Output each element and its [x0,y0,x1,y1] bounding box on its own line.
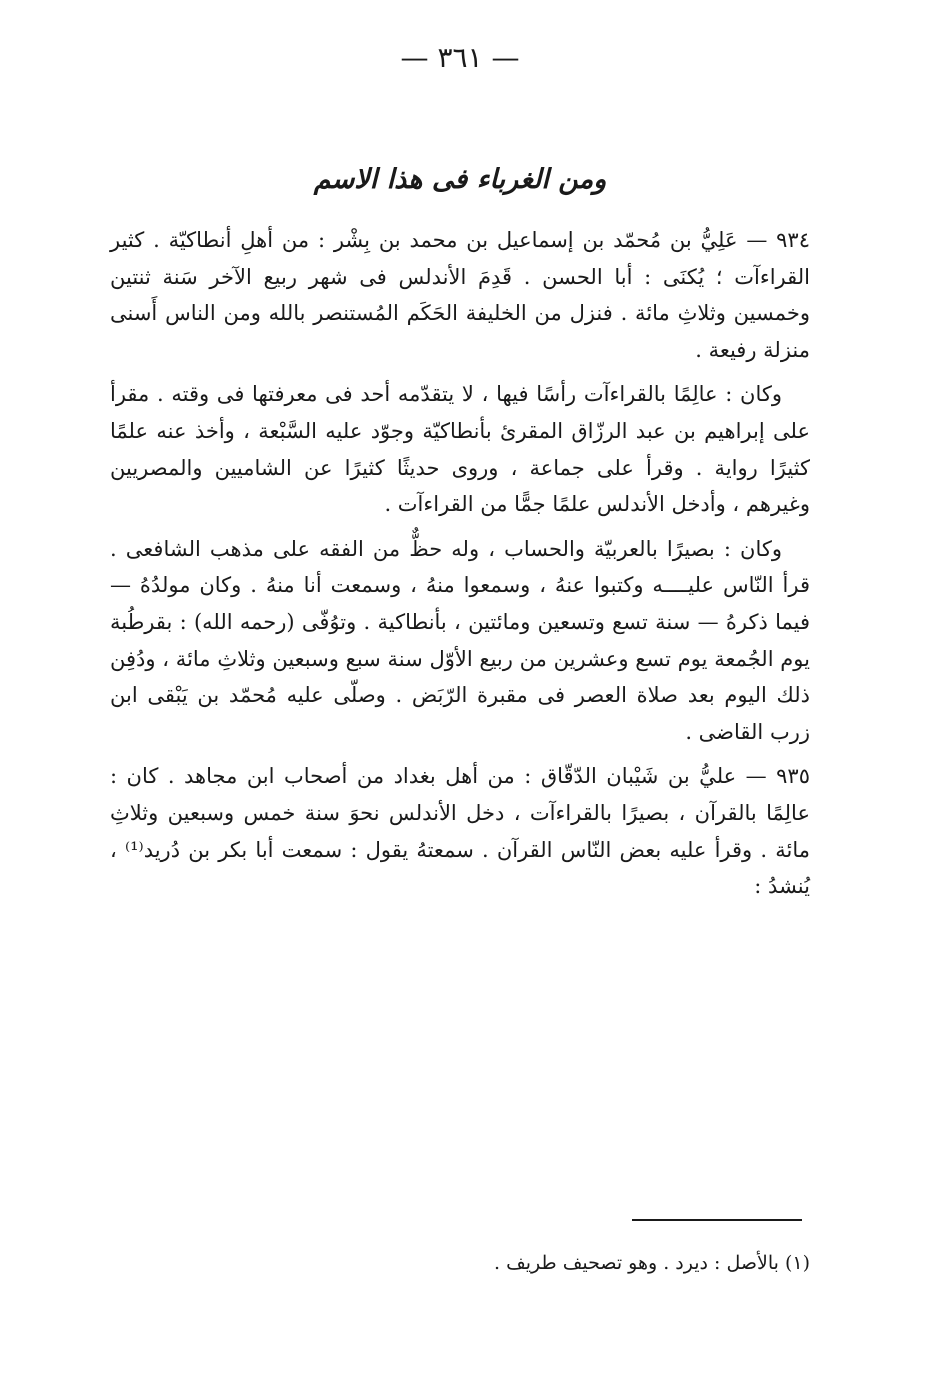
section-heading: ومن الغرباء فى هذا الاسم [313,164,607,195]
footnote-divider [632,1219,802,1221]
page-number: — ٣٦١ — [400,41,520,74]
entry-934-paragraph: ٩٣٤ — عَلِيُّ بن مُحمّد بن إسماعيل بن محمد بن بِشْر : من أهلِ أنطاكيّة . كثير القراءآت ؛ يُكنَى : أبا الحسن . قَدِمَ الأندلس فى شهر ربيع الآخر سَنة ثنتين وخمسين وثلاثِ مائة . فنزل من الخليفة الحَكَم المُستنصر بالله ومن الناس أَسنى منزلة رفيعة . [110,228,810,362]
body-text [110,222,810,913]
book-page [110,0,810,1392]
entry-934-biography-paragraph: وكان : بصيرًا بالعربيّة والحساب ، وله حظٌّ من الفقه على مذهب الشافعى . قرأ النّاس عليــــه وكتبوا عنهُ ، وسمعوا منهُ ، وسمعت أنا منهُ . وكان مولدُهُ — فيما ذكرهُ — سنة تسع وتسعين ومائتين ، بأنطاكية . وتوُفّى (رحمه الله) : بقرطُبة يوم الجُمعة يوم تسع وعشرين من ربيع الأوّل سنة سبع وسبعين وثلاثِ مائة ، ودُفِن ذلك اليوم بعد صلاة العصر فى مقبرة الرّبَض . وصلّى عليه مُحمّد بن يَبْقى ابن زرب القاضى . [110,536,810,744]
footnote: (١) بالأصل : ديرد . وهو تصحيف طريف . [494,1252,810,1274]
entry-935-paragraph: ٩٣٥ — عليُّ بن شَيْبان الدّقّاق : من أهل بغداد من أصحاب ابن مجاهد . كان : عالِمًا بالقرآن ، بصيرًا بالقراءآت ، دخل الأندلس نحوَ سنة خمس وسبعين وثلاثِ مائة . وقرأ عليه بعض النّاس القرآن . سمعتهُ يقول : سمعت أبا بكر بن دُريد⁽¹⁾ ، يُنشدُ : [110,764,810,899]
entry-934-knowledge-paragraph: وكان : عالِمًا بالقراءآت رأسًا فيها ، لا يتقدّمه أحد فى معرفتها فى وقته . مقرأ على إبراهيم بن عبد الرزّاق المقرئ بأنطاكيّة وجوّد عليه السَّبْعة ، وأخذ عنه علمًا كثيرًا رواية . وقرأ على جماعة ، وروى حديثًا كثيرًا عن الشاميين والمصريين وغيرهم ، وأدخل الأندلس علمًا جمًّا من القراءآت . [110,382,810,517]
